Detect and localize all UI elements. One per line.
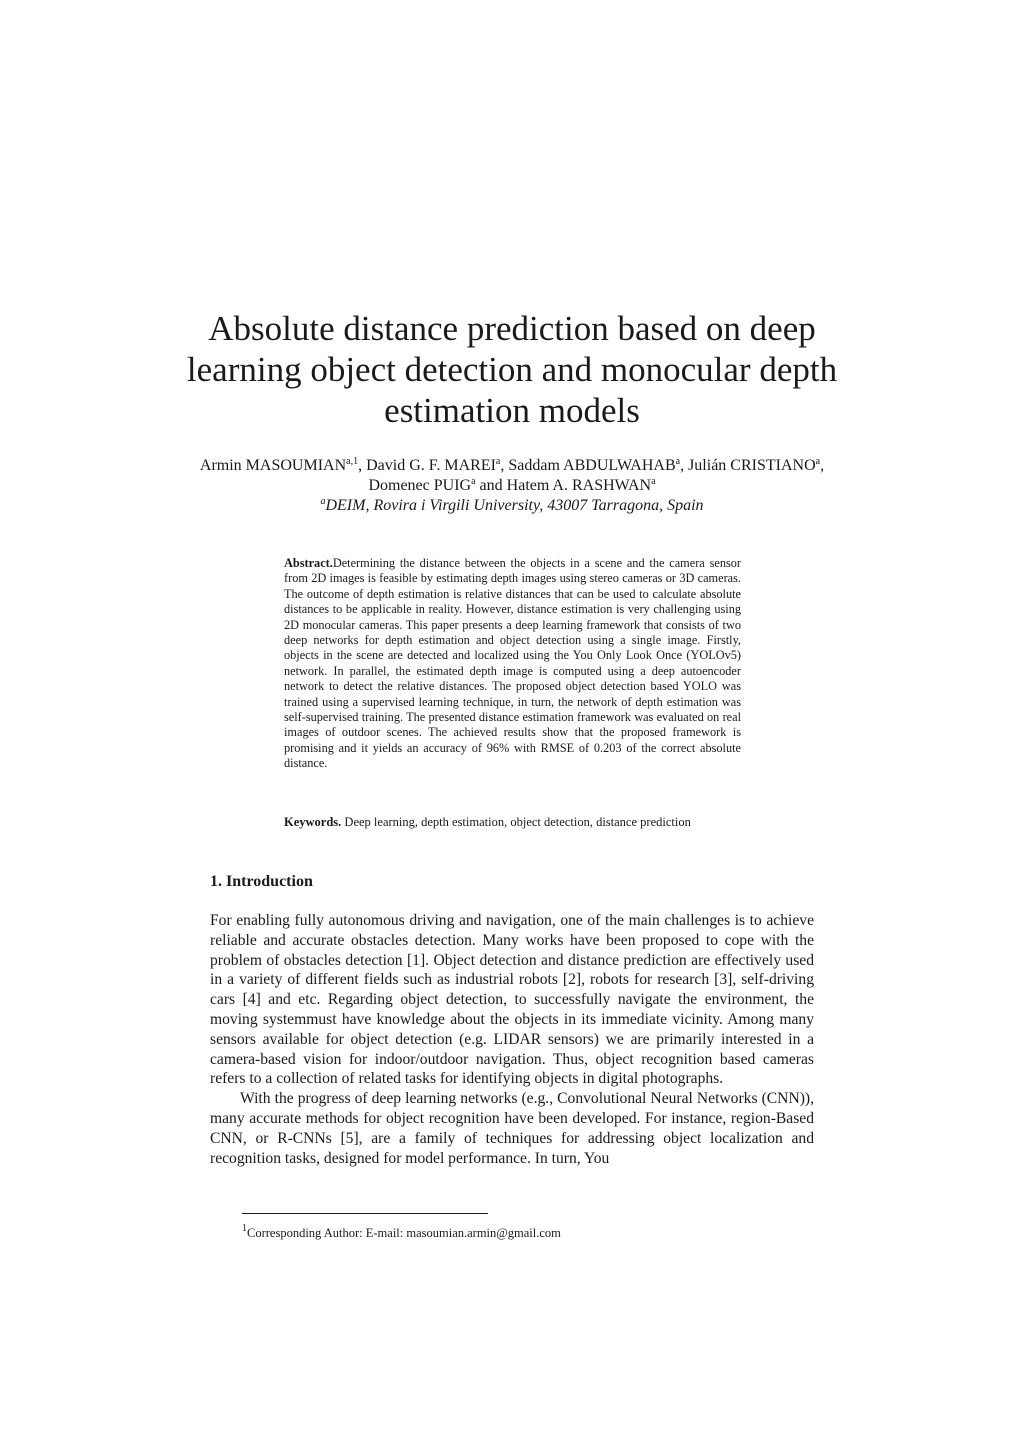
body-paragraph: With the progress of deep learning networks (e.g., Convolutional Neural Networks (CNN)), many accurate methods for object recognition have been developed. For instance, region-Based CNN, or R-CNNs [5], are a family of techniques for addressing object localization and recognition tasks, designed for model performance. In turn, You: [210, 1090, 814, 1167]
author-line-1: [180, 456, 844, 496]
author-affiliation-mark: a: [495, 456, 501, 467]
author-affiliation-mark: a: [675, 456, 681, 467]
author-affiliation-mark: a: [651, 476, 656, 487]
paper-title: Absolute distance prediction based on deep learning object detection and monocular depth estimation models: [186, 309, 838, 430]
author-affiliation-mark: a,1: [346, 456, 359, 467]
section-body: [210, 911, 814, 1168]
author-separator: ,: [680, 457, 689, 474]
author-name: Hatem A. RASHWAN: [506, 477, 652, 494]
author-affiliation-mark: a: [471, 476, 476, 487]
abstract-text: Determining the distance between the objects in a scene and the camera sensor from 2D images is feasible by estimating depth images using stereo cameras or 3D cameras. The outcome of depth estimation is relative distances that can be used to calculate absolute distances to be applicable in reality. However, distance estimation is very challenging using 2D monocular cameras. This paper presents a deep learning framework that consists of two deep networks for depth estimation and object detection using a single image. Firstly, objects in the scene are detected and localized using the You Only Look Once (YOLOv5) network. In parallel, the estimated depth image is computed using a deep autoencoder network to detect the relative distances. The proposed object detection based YOLO was trained using a supervised learning technique, in turn, the network of depth estimation was self-supervised training. The presented distance estimation framework was evaluated on real images of outdoor scenes. The achieved results show that the proposed framework is promising and it yields an accuracy of 96% with RMSE of 0.203 of the correct absolute distance.: [284, 556, 741, 771]
author-name: Armin MASOUMIAN: [199, 457, 347, 474]
author-separator: and: [475, 477, 507, 494]
abstract: [284, 556, 741, 772]
author-separator: ,: [358, 457, 367, 474]
keywords-text: Deep learning, depth estimation, object detection, distance prediction: [341, 815, 691, 829]
footnote-text: Corresponding Author: E-mail: masoumian.armin@gmail.com: [247, 1226, 561, 1240]
footnote: [242, 1225, 822, 1241]
body-paragraph: For enabling fully autonomous driving and navigation, one of the main challenges is to achieve reliable and accurate obstacles detection. Many works have been proposed to cope with the problem of obstacles detection [1]. Object detection and distance prediction are effectively used in a variety of different fields such as industrial robots [2], robots for research [3], self-driving cars [4] and etc. Regarding object detection, to successfully navigate the environment, the moving systemmust have knowledge about the objects in its immediate vicinity. Among many sensors available for object detection (e.g. LIDAR sensors) we are primarily interested in a camera-based vision for indoor/outdoor navigation. Thus, object recognition based cameras refers to a collection of related tasks for identifying objects in digital photographs.: [210, 912, 814, 1088]
author-separator: ,: [820, 457, 825, 474]
author-name: Domenec PUIG: [368, 477, 472, 494]
author-name: David G. F. MAREI: [366, 457, 496, 474]
affiliation-mark: a: [320, 496, 326, 507]
author-list: [180, 456, 844, 516]
author-name: Julián CRISTIANO: [688, 457, 816, 474]
author-affiliation-mark: a: [815, 456, 821, 467]
section-heading: 1. Introduction: [210, 873, 313, 890]
footnote-marker: 1: [242, 1223, 247, 1234]
author-name: Saddam ABDULWAHAB: [508, 457, 676, 474]
abstract-label: Abstract.: [284, 556, 333, 570]
keywords-label: Keywords.: [284, 815, 342, 829]
footnote-divider: [242, 1213, 488, 1214]
author-separator: ,: [500, 457, 509, 474]
affiliation: [180, 496, 844, 516]
affiliation-text: DEIM, Rovira i Virgili University, 43007 Tarragona, Spain: [325, 497, 704, 514]
keywords: [284, 814, 754, 830]
